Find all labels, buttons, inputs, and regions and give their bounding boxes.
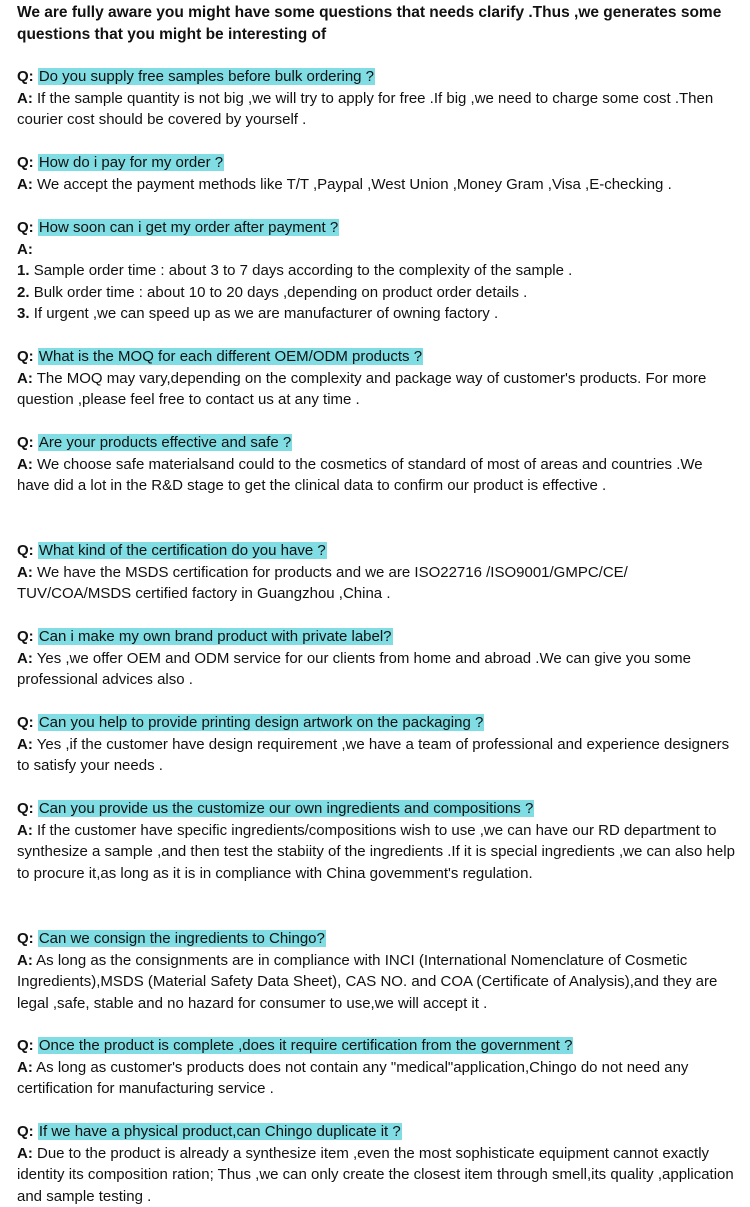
list-item-number: 3. — [17, 305, 30, 322]
question-text: Can you provide us the customize our own ingredients and compositions ? — [38, 800, 534, 817]
faq-item — [17, 66, 737, 131]
answer-prefix: A: — [17, 90, 33, 107]
question-line — [17, 346, 737, 368]
faq-item — [17, 712, 737, 777]
question-prefix: Q: — [17, 68, 34, 85]
question-text: How do i pay for my order ? — [38, 154, 224, 171]
question-prefix: Q: — [17, 1037, 34, 1054]
question-line — [17, 540, 737, 562]
question-text: Do you supply free samples before bulk ordering ? — [38, 68, 375, 85]
faq-item — [17, 217, 737, 325]
answer-prefix: A: — [17, 952, 33, 969]
list-item-text: Sample order time : about 3 to 7 days according to the complexity of the sample . — [34, 262, 573, 279]
question-text: If we have a physical product,can Chingo duplicate it ? — [38, 1123, 402, 1140]
answer-line — [17, 1057, 737, 1100]
answer-text: If the sample quantity is not big ,we will try to apply for free .If big ,we need to charge some cost .Then courier cost should be covered by yourself . — [17, 90, 713, 129]
question-line — [17, 152, 737, 174]
question-text: What is the MOQ for each different OEM/ODM products ? — [38, 348, 423, 365]
answer-text: We choose safe materialsand could to the cosmetics of standard of most of areas and countries .We have did a lot in the R&D stage to get the clinical data to confirm our product is effective . — [17, 456, 703, 495]
question-text: Can you help to provide printing design artwork on the packaging ? — [38, 714, 484, 731]
answer-prefix: A: — [17, 1145, 33, 1162]
question-prefix: Q: — [17, 930, 34, 947]
answer-line — [17, 174, 737, 196]
question-text: Are your products effective and safe ? — [38, 434, 292, 451]
answer-text: As long as the consignments are in compliance with INCI (International Nomenclature of Cosmetic Ingredients),MSDS (Material Safety Data Sheet), CAS NO. and COA (Certificate of Analysis),and they are legal ,safe, stable and no hazard for consumer to use,we will accept it . — [17, 952, 717, 1012]
answer-prefix: A: — [17, 370, 33, 387]
question-line — [17, 1035, 737, 1057]
question-prefix: Q: — [17, 714, 34, 731]
question-text: Can i make my own brand product with private label? — [38, 628, 393, 645]
answer-line — [17, 239, 737, 261]
question-text: How soon can i get my order after payment ? — [38, 219, 339, 236]
answer-text: As long as customer's products does not contain any "medical"application,Chingo do not need any certification for manufacturing service . — [17, 1059, 688, 1098]
answer-line — [17, 734, 737, 777]
question-prefix: Q: — [17, 154, 34, 171]
answer-line — [17, 562, 737, 605]
question-prefix: Q: — [17, 1123, 34, 1140]
question-text: Once the product is complete ,does it require certification from the government ? — [38, 1037, 574, 1054]
faq-item — [17, 152, 737, 195]
question-line — [17, 626, 737, 648]
answer-line — [17, 88, 737, 131]
question-line — [17, 217, 737, 239]
answer-list-item — [17, 282, 737, 304]
answer-prefix: A: — [17, 736, 33, 753]
question-prefix: Q: — [17, 434, 34, 451]
answer-prefix: A: — [17, 456, 33, 473]
question-line — [17, 798, 737, 820]
answer-line — [17, 454, 737, 497]
question-prefix: Q: — [17, 542, 34, 559]
answer-text: If the customer have specific ingredients/compositions wish to use ,we can have our RD department to synthesize a sample ,and then test the stabiity of the ingredients .If it is special ingredients ,we can also help to procure it,as long as it is in compliance with China govemment's regulation. — [17, 822, 735, 882]
answer-text: Due to the product is already a synthesize item ,even the most sophisticate equipment cannot exactly identity its composition ration; Thus ,we can only create the closest item through smell,its quality ,application and sample testing . — [17, 1145, 734, 1205]
question-prefix: Q: — [17, 219, 34, 236]
faq-item — [17, 928, 737, 1014]
answer-prefix: A: — [17, 822, 33, 839]
answer-line — [17, 1143, 737, 1207]
question-prefix: Q: — [17, 800, 34, 817]
answer-line — [17, 820, 737, 885]
faq-item — [17, 626, 737, 691]
answer-text: Yes ,we offer OEM and ODM service for our clients from home and abroad .We can give you some professional advices also . — [17, 650, 691, 689]
faq-item — [17, 798, 737, 884]
question-text: Can we consign the ingredients to Chingo? — [38, 930, 326, 947]
answer-list-item — [17, 303, 737, 325]
question-line — [17, 432, 737, 454]
answer-prefix: A: — [17, 564, 33, 581]
answer-text: We accept the payment methods like T/T ,Paypal ,West Union ,Money Gram ,Visa ,E-checking . — [37, 176, 672, 193]
answer-text: Yes ,if the customer have design requirement ,we have a team of professional and experience designers to satisfy your needs . — [17, 736, 729, 775]
list-item-number: 1. — [17, 262, 30, 279]
list-item-text: If urgent ,we can speed up as we are manufacturer of owning factory . — [34, 305, 498, 322]
answer-line — [17, 368, 737, 411]
answer-prefix: A: — [17, 650, 33, 667]
answer-line — [17, 648, 737, 691]
question-prefix: Q: — [17, 628, 34, 645]
faq-item — [17, 540, 737, 605]
answer-list-item — [17, 260, 737, 282]
list-item-number: 2. — [17, 284, 30, 301]
answer-text: We have the MSDS certification for products and we are ISO22716 /ISO9001/GMPC/CE/ TUV/COA/MSDS certified factory in Guangzhou ,China . — [17, 564, 628, 603]
faq-item — [17, 432, 737, 497]
question-line — [17, 928, 737, 950]
answer-text: The MOQ may vary,depending on the complexity and package way of customer's products. For more question ,please feel free to contact us at any time . — [17, 370, 706, 409]
answer-prefix: A: — [17, 241, 33, 258]
answer-prefix: A: — [17, 1059, 33, 1076]
faq-item — [17, 1121, 737, 1207]
answer-line — [17, 950, 737, 1015]
faq-item — [17, 1035, 737, 1100]
list-item-text: Bulk order time : about 10 to 20 days ,depending on product order details . — [34, 284, 528, 301]
question-text: What kind of the certification do you have ? — [38, 542, 327, 559]
question-line — [17, 1121, 737, 1143]
question-line — [17, 712, 737, 734]
answer-prefix: A: — [17, 176, 33, 193]
faq-item — [17, 346, 737, 411]
intro-text: We are fully aware you might have some questions that needs clarify .Thus ,we generates some questions that you might be interesting of — [17, 2, 737, 45]
question-line — [17, 66, 737, 88]
question-prefix: Q: — [17, 348, 34, 365]
